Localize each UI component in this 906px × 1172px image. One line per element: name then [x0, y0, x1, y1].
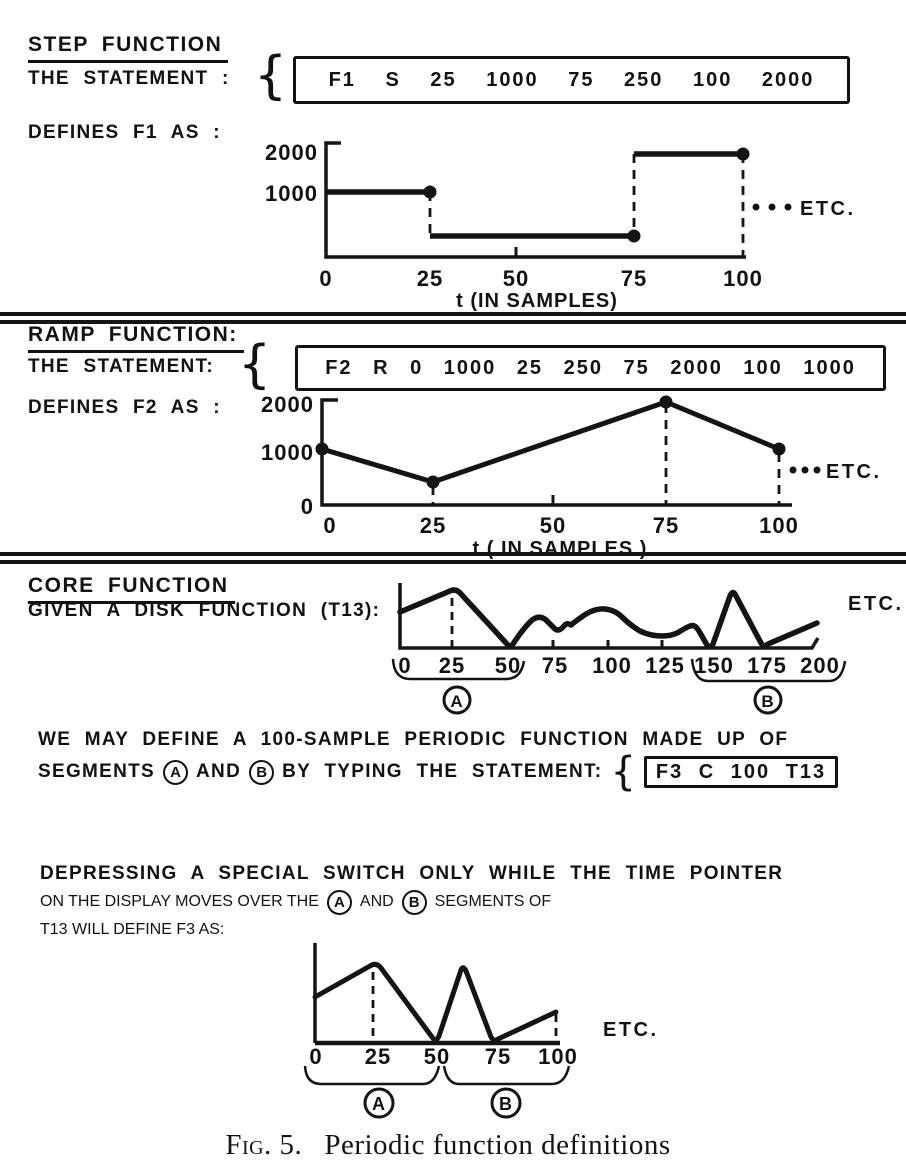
core-xtick-25: 25 [438, 653, 466, 678]
step-function-chart [240, 133, 906, 313]
disk-function-chart [385, 576, 906, 720]
f3-series [315, 964, 556, 1040]
segment-a-badge-2: A [327, 890, 352, 915]
f3-function-chart [290, 930, 710, 1120]
ramp-defines-label: DEFINES F2 AS : [28, 397, 221, 418]
ramp-ytick-1000: 1000 [261, 440, 314, 465]
step-ytick-2000: 2000 [265, 140, 318, 165]
step-statement-box [293, 56, 850, 104]
core-etc-label: ETC. [848, 593, 904, 615]
f3-xtick-100: 100 [538, 1044, 578, 1069]
f3-etc-label: ETC. [603, 1019, 659, 1041]
core-function-heading: CORE FUNCTION [28, 574, 235, 604]
f3-xtick-50: 50 [423, 1044, 451, 1069]
step-axes [326, 143, 746, 257]
core-xtick-100: 100 [592, 653, 632, 678]
ramp-ytick-2000: 2000 [261, 392, 314, 417]
step-statement-label: THE STATEMENT : [28, 68, 230, 89]
ramp-function-chart [240, 388, 906, 560]
core-statement-box [644, 756, 838, 788]
ramp-dashed-guides [433, 404, 779, 505]
f3-xtick-25: 25 [364, 1044, 392, 1069]
ramp-xtick-0: 0 [323, 513, 337, 538]
step-xtick-100: 100 [723, 266, 763, 291]
f3-segment-a-label: A [372, 1094, 386, 1114]
ramp-statement-label: THE STATEMENT: [28, 356, 214, 377]
ramp-statement-box [295, 345, 886, 391]
define-text-line2-p3: BY TYPING THE STATEMENT: [282, 760, 603, 782]
step-statement-open-brace: { [254, 46, 288, 106]
core-xtick-175: 175 [747, 653, 787, 678]
core-segment-a-label: A [450, 692, 464, 711]
step-xtick-25: 25 [416, 266, 444, 291]
step-xtick-75: 75 [620, 266, 648, 291]
ramp-xtick-100: 100 [759, 513, 799, 538]
step-xtick-50: 50 [502, 266, 530, 291]
step-etc-label: ETC. [800, 198, 856, 220]
ramp-series-f2 [322, 402, 779, 482]
segment-b-badge-2: B [402, 890, 427, 915]
switch-line2-p2: AND [359, 893, 394, 910]
ramp-statement-open-brace: { [238, 335, 272, 395]
ramp-etc-label: ETC. [826, 461, 882, 483]
step-dashed-guides [430, 154, 743, 257]
ramp-xtick-25: 25 [419, 513, 447, 538]
step-xaxis-title: t (IN SAMPLES) [456, 290, 618, 312]
switch-line2-p3: SEGMENTS OF [434, 893, 552, 910]
switch-line3: T13 WILL DEFINE F3 AS: [40, 921, 225, 938]
define-text-line2-p2: AND [196, 760, 242, 782]
step-ytick-1000: 1000 [265, 181, 318, 206]
ramp-function-heading: RAMP FUNCTION: [28, 323, 244, 353]
ramp-ytick-0: 0 [300, 494, 314, 519]
figure-caption [0, 1128, 896, 1163]
core-series-t13 [400, 590, 817, 647]
step-xtick-0: 0 [319, 266, 333, 291]
segment-a-badge: A [163, 760, 188, 785]
section-divider-2 [0, 552, 906, 564]
define-text-line2-p1: SEGMENTS [38, 760, 156, 782]
define-text-line1: WE MAY DEFINE A 100-SAMPLE PERIODIC FUNCTION MADE UP OF [38, 729, 789, 750]
core-statement-text: F3 C 100 T13 [655, 761, 827, 783]
core-segment-b-label: B [761, 692, 775, 711]
ramp-statement-text: F2 R 0 1000 25 250 75 2000 100 1000 [325, 357, 856, 379]
f3-xtick-75: 75 [484, 1044, 512, 1069]
core-xtick-200: 200 [800, 653, 840, 678]
step-continuation-dots [753, 204, 792, 211]
core-statement-open-brace: { [610, 749, 636, 795]
ramp-xaxis-title: t ( IN SAMPLES ) [472, 538, 648, 560]
f3-segment-b-label: B [499, 1094, 513, 1114]
core-xtick-125: 125 [645, 653, 685, 678]
figure-caption-text: Periodic function definitions [324, 1129, 671, 1161]
f3-dashed-guides [373, 972, 556, 1043]
ramp-xtick-50: 50 [539, 513, 567, 538]
ramp-continuation-dots [790, 467, 821, 474]
define-text-line2 [38, 749, 838, 795]
ramp-xtick-75: 75 [652, 513, 680, 538]
step-series-f1 [326, 154, 743, 236]
switch-line1: DEPRESSING A SPECIAL SWITCH ONLY WHILE THE TIME POINTER [40, 862, 784, 884]
switch-line2 [40, 888, 783, 916]
ramp-axes [322, 400, 792, 505]
core-xtick-labels [398, 653, 839, 678]
core-xtick-0: 0 [398, 653, 412, 678]
step-defines-label: DEFINES F1 AS : [28, 122, 221, 143]
step-statement-text: F1 S 25 1000 75 250 100 2000 [328, 69, 815, 91]
core-xtick-150: 150 [694, 653, 734, 678]
core-xtick-75: 75 [541, 653, 569, 678]
f3-xtick-0: 0 [309, 1044, 323, 1069]
figure-caption-number: Fig. 5. [225, 1129, 303, 1161]
core-xtick-50: 50 [494, 653, 522, 678]
switch-line2-p1: ON THE DISPLAY MOVES OVER THE [40, 893, 319, 910]
core-given-label: GIVEN A DISK FUNCTION (T13): [28, 600, 381, 621]
segment-b-badge: B [249, 760, 274, 785]
step-vertex-dots [424, 148, 750, 243]
step-function-heading: STEP FUNCTION [28, 33, 228, 63]
